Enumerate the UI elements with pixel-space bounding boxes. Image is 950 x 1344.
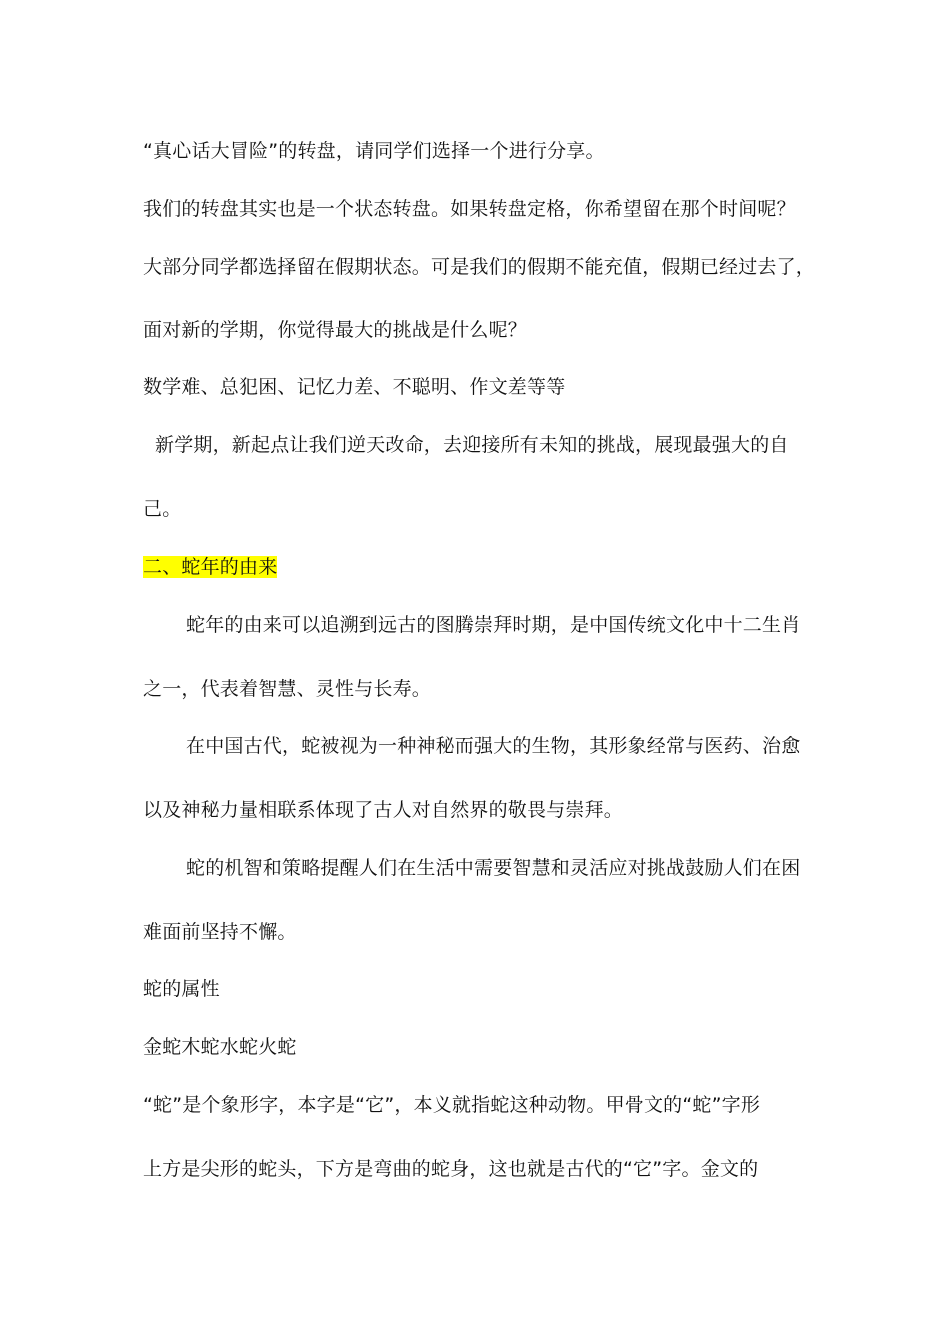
paragraph-line: 数学难、总犯困、记忆力差、不聪明、作文差等等: [143, 376, 566, 398]
paragraph-line: 新学期，新起点让我们逆天改命，去迎接所有未知的挑战，展现最强大的自: [155, 434, 789, 456]
highlighted-heading-text: 二、蛇年的由来: [143, 556, 278, 578]
paragraph-line: 难面前坚持不懈。: [143, 921, 297, 943]
paragraph-line: 蛇年的由来可以追溯到远古的图腾崇拜时期，是中国传统文化中十二生肖: [186, 614, 801, 636]
paragraph-line: 金蛇木蛇水蛇火蛇: [143, 1036, 297, 1058]
paragraph-line: 以及神秘力量相联系体现了古人对自然界的敬畏与崇拜。: [143, 799, 624, 821]
paragraph-line: 大部分同学都选择留在假期状态。可是我们的假期不能充值，假期已经过去了，: [143, 256, 816, 278]
paragraph-line: 蛇的机智和策略提醒人们在生活中需要智慧和灵活应对挑战鼓励人们在困: [186, 857, 801, 879]
paragraph-line: “真心话大冒险”的转盘，请同学们选择一个进行分享。: [143, 140, 605, 162]
paragraph-line: 在中国古代，蛇被视为一种神秘而强大的生物，其形象经常与医药、治愈: [186, 735, 801, 757]
section-heading: [143, 555, 277, 579]
paragraph-line: 之一，代表着智慧、灵性与长寿。: [143, 678, 432, 700]
paragraph-line: 我们的转盘其实也是一个状态转盘。如果转盘定格，你希望留在那个时间呢？: [143, 198, 796, 220]
paragraph-line: 己。: [143, 498, 182, 520]
paragraph-line: 面对新的学期，你觉得最大的挑战是什么呢？: [143, 319, 528, 341]
paragraph-line: “蛇”是个象形字，本字是“它”，本义就指蛇这种动物。甲骨文的“蛇”字形: [143, 1094, 761, 1116]
paragraph-line: 上方是尖形的蛇头，下方是弯曲的蛇身，这也就是古代的“它”字。金文的: [143, 1158, 759, 1180]
paragraph-line: 蛇的属性: [143, 978, 220, 1000]
